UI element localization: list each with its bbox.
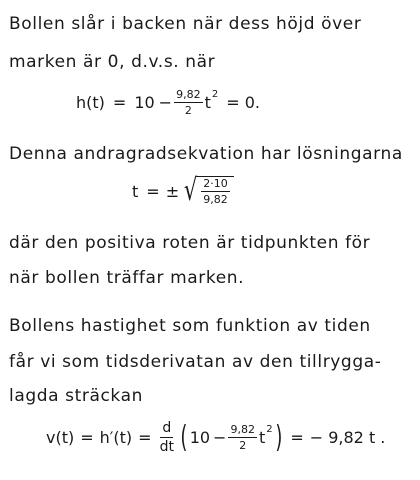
eq1-ten: 10 [134, 93, 155, 112]
eq3-equals-1: = [80, 428, 94, 447]
eq1-minus: − [158, 93, 173, 112]
text-line-2: marken är 0, d.v.s. när [9, 52, 216, 72]
eq1-rhs: = 0. [226, 93, 260, 112]
equation-velocity [46, 420, 385, 455]
eq3-var: t [258, 428, 266, 447]
eq3-equals-3: = [290, 428, 304, 447]
eq1-var: t [204, 93, 211, 112]
eq3-ten: 10 [189, 428, 211, 447]
eq3-close-paren: ) [274, 419, 282, 455]
sqrt-sign-icon: √ [183, 173, 198, 208]
eq2-equals: = [146, 181, 160, 201]
text-line-7: får vi som tidsderivatan av den tillrygga- [9, 352, 382, 372]
eq2-lhs: t [132, 181, 139, 201]
equation-height [76, 88, 260, 117]
eq3-open-paren: ( [180, 419, 188, 455]
eq2-pm: ± [165, 181, 180, 201]
eq3-equals-2: = [138, 428, 152, 447]
text-line-8: lagda sträckan [9, 386, 143, 406]
eq3-frac-num: 9,82 [230, 423, 255, 436]
eq3-d-num: d [162, 420, 172, 436]
eq3-d-dt [158, 420, 176, 455]
eq3-fraction [228, 423, 257, 452]
eq3-result: − 9,82 t . [309, 428, 386, 447]
text-line-5: när bollen träffar marken. [9, 268, 245, 288]
eq1-exp: 2 [211, 89, 219, 100]
eq1-lhs: h(t) [76, 93, 105, 112]
eq3-minus: − [213, 428, 227, 447]
eq1-equals: = [112, 93, 127, 112]
eq3-d-den: dt [159, 439, 174, 455]
eq3-frac-den: 2 [239, 439, 247, 452]
eq2-frac-den: 9,82 [203, 193, 228, 206]
eq2-fraction [201, 177, 230, 206]
text-line-6: Bollens hastighet som funktion av tiden [9, 316, 371, 336]
eq2-sqrt [181, 173, 234, 208]
text-line-3: Denna andragradsekvation har lösningarna [9, 144, 403, 164]
eq3-exp: 2 [266, 424, 273, 435]
equation-solution [132, 173, 234, 208]
eq2-frac-num: 2·10 [203, 177, 228, 190]
eq1-frac-den: 2 [184, 104, 192, 117]
eq3-derivative-notation: h′(t) [99, 428, 133, 447]
eq3-lhs: v(t) [46, 428, 75, 447]
eq1-fraction [174, 88, 203, 117]
eq1-frac-num: 9,82 [176, 88, 201, 101]
text-line-1: Bollen slår i backen när dess höjd över [9, 14, 362, 34]
text-line-4: där den positiva roten är tidpunkten för [9, 233, 371, 253]
